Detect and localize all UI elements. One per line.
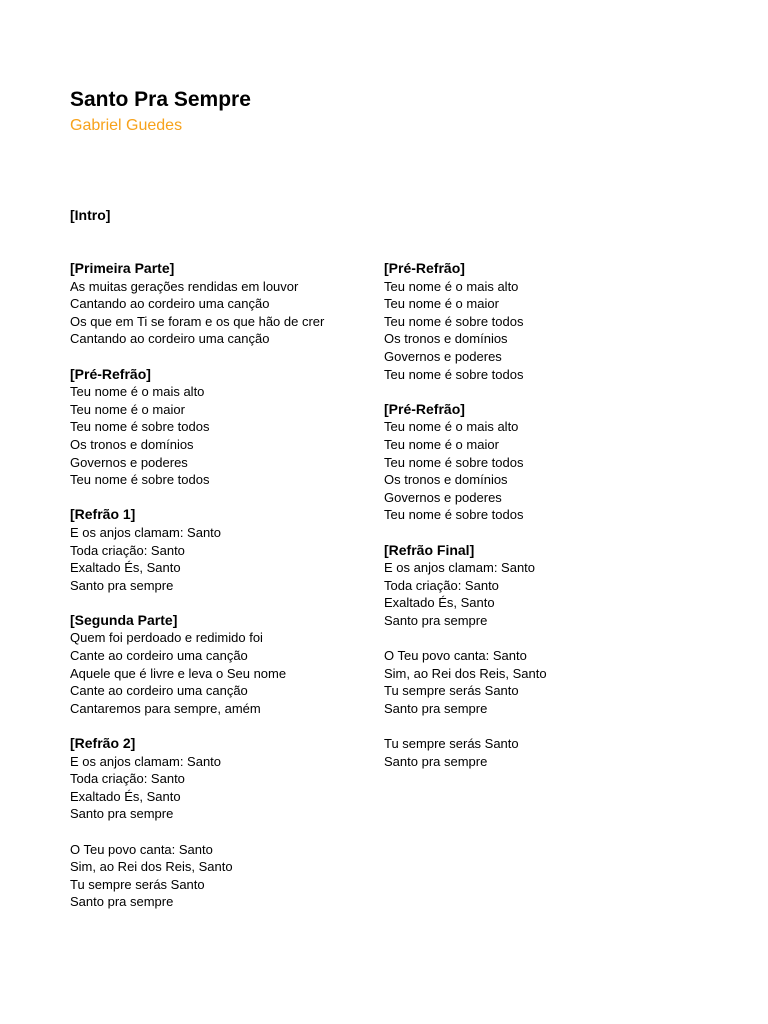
section-heading: [Pré-Refrão] [70, 365, 151, 382]
song-title: Santo Pra Sempre [70, 88, 251, 111]
lyric-line: Teu nome é o maior [384, 296, 499, 312]
lyric-line: Teu nome é sobre todos [384, 313, 524, 329]
lyric-line: Toda criação: Santo [384, 577, 499, 593]
section-heading: [Refrão Final] [384, 541, 475, 558]
lyrics-section [384, 401, 684, 524]
lyric-line: Os tronos e domínios [384, 331, 508, 347]
lyric-line: Teu nome é o mais alto [384, 278, 519, 294]
lyric-line: Cante ao cordeiro uma canção [70, 683, 248, 699]
lyric-line: Sim, ao Rei dos Reis, Santo [70, 859, 233, 875]
section-heading: [Refrão 1] [70, 506, 136, 523]
lyrics-section [70, 260, 370, 348]
artist-name: Gabriel Guedes [70, 117, 183, 134]
lyric-line: E os anjos clamam: Santo [70, 753, 222, 769]
lyric-line: Exaltado És, Santo [70, 560, 181, 576]
lyric-line: Tu sempre serás Santo [384, 683, 519, 699]
lyrics-section [70, 841, 370, 911]
intro-label: [Intro] [70, 207, 111, 223]
lyric-line: As muitas gerações rendidas em louvor [70, 278, 299, 294]
lyric-line: Santo pra sempre [384, 612, 488, 628]
lyric-line: Tu sempre serás Santo [70, 876, 205, 892]
section-heading: [Pré-Refrão] [384, 260, 465, 276]
lyric-line: O Teu povo canta: Santo [384, 648, 527, 664]
lyric-line: Sim, ao Rei dos Reis, Santo [384, 665, 547, 681]
section-heading: [Primeira Parte] [70, 260, 175, 276]
lyric-line: Teu nome é o maior [384, 436, 499, 452]
lyric-line: Os tronos e domínios [70, 436, 194, 452]
section-heading: [Refrão 2] [70, 735, 136, 752]
lyric-line: Toda criação: Santo [70, 771, 185, 787]
lyrics-section [70, 612, 370, 718]
lyric-line: Teu nome é sobre todos [384, 366, 524, 382]
lyric-line: Cantaremos para sempre, amém [70, 700, 261, 716]
lyric-line: Governos e poderes [384, 348, 502, 364]
lyric-line: Toda criação: Santo [70, 542, 185, 558]
lyric-line: Cantando ao cordeiro uma canção [70, 296, 270, 312]
lyric-line: Teu nome é sobre todos [70, 419, 210, 435]
lyric-line: Santo pra sempre [70, 806, 174, 822]
lyrics-column-right [384, 260, 684, 788]
lyrics-section [70, 506, 370, 594]
lyric-line: Quem foi perdoado e redimido foi [70, 630, 263, 646]
lyric-line: Santo pra sempre [70, 894, 174, 910]
section-heading: [Pré-Refrão] [384, 400, 465, 417]
lyrics-section [70, 366, 370, 489]
lyric-line: Cantando ao cordeiro uma canção [70, 331, 270, 347]
lyrics-section [70, 735, 370, 823]
lyrics-column-left [70, 260, 370, 929]
lyric-line: Governos e poderes [384, 489, 502, 505]
lyric-line: Teu nome é sobre todos [384, 454, 524, 470]
lyric-line: Cante ao cordeiro uma canção [70, 648, 248, 664]
lyric-line: Exaltado És, Santo [70, 788, 181, 804]
lyric-line: E os anjos clamam: Santo [70, 524, 222, 540]
lyric-line: Aquele que é livre e leva o Seu nome [70, 665, 287, 681]
lyric-line: Os que em Ti se foram e os que hão de crer [70, 313, 325, 329]
lyric-line: O Teu povo canta: Santo [70, 841, 213, 857]
lyric-line: Governos e poderes [70, 454, 188, 470]
lyric-line: Tu sempre serás Santo [384, 736, 519, 752]
lyric-line: Teu nome é sobre todos [70, 472, 210, 488]
lyric-line: Santo pra sempre [384, 753, 488, 769]
lyrics-section [384, 735, 684, 770]
lyric-line: Teu nome é sobre todos [384, 507, 524, 523]
lyrics-section [384, 542, 684, 630]
lyric-line: Exaltado És, Santo [384, 595, 495, 611]
lyric-line: Os tronos e domínios [384, 472, 508, 488]
lyrics-section [384, 260, 684, 383]
lyric-line: Santo pra sempre [384, 700, 488, 716]
lyric-line: Santo pra sempre [70, 577, 174, 593]
lyric-line: E os anjos clamam: Santo [384, 560, 536, 576]
lyric-line: Teu nome é o mais alto [70, 384, 205, 400]
section-heading: [Segunda Parte] [70, 611, 178, 628]
lyrics-section [384, 647, 684, 717]
lyric-line: Teu nome é o maior [70, 401, 185, 417]
lyric-line: Teu nome é o mais alto [384, 419, 519, 435]
